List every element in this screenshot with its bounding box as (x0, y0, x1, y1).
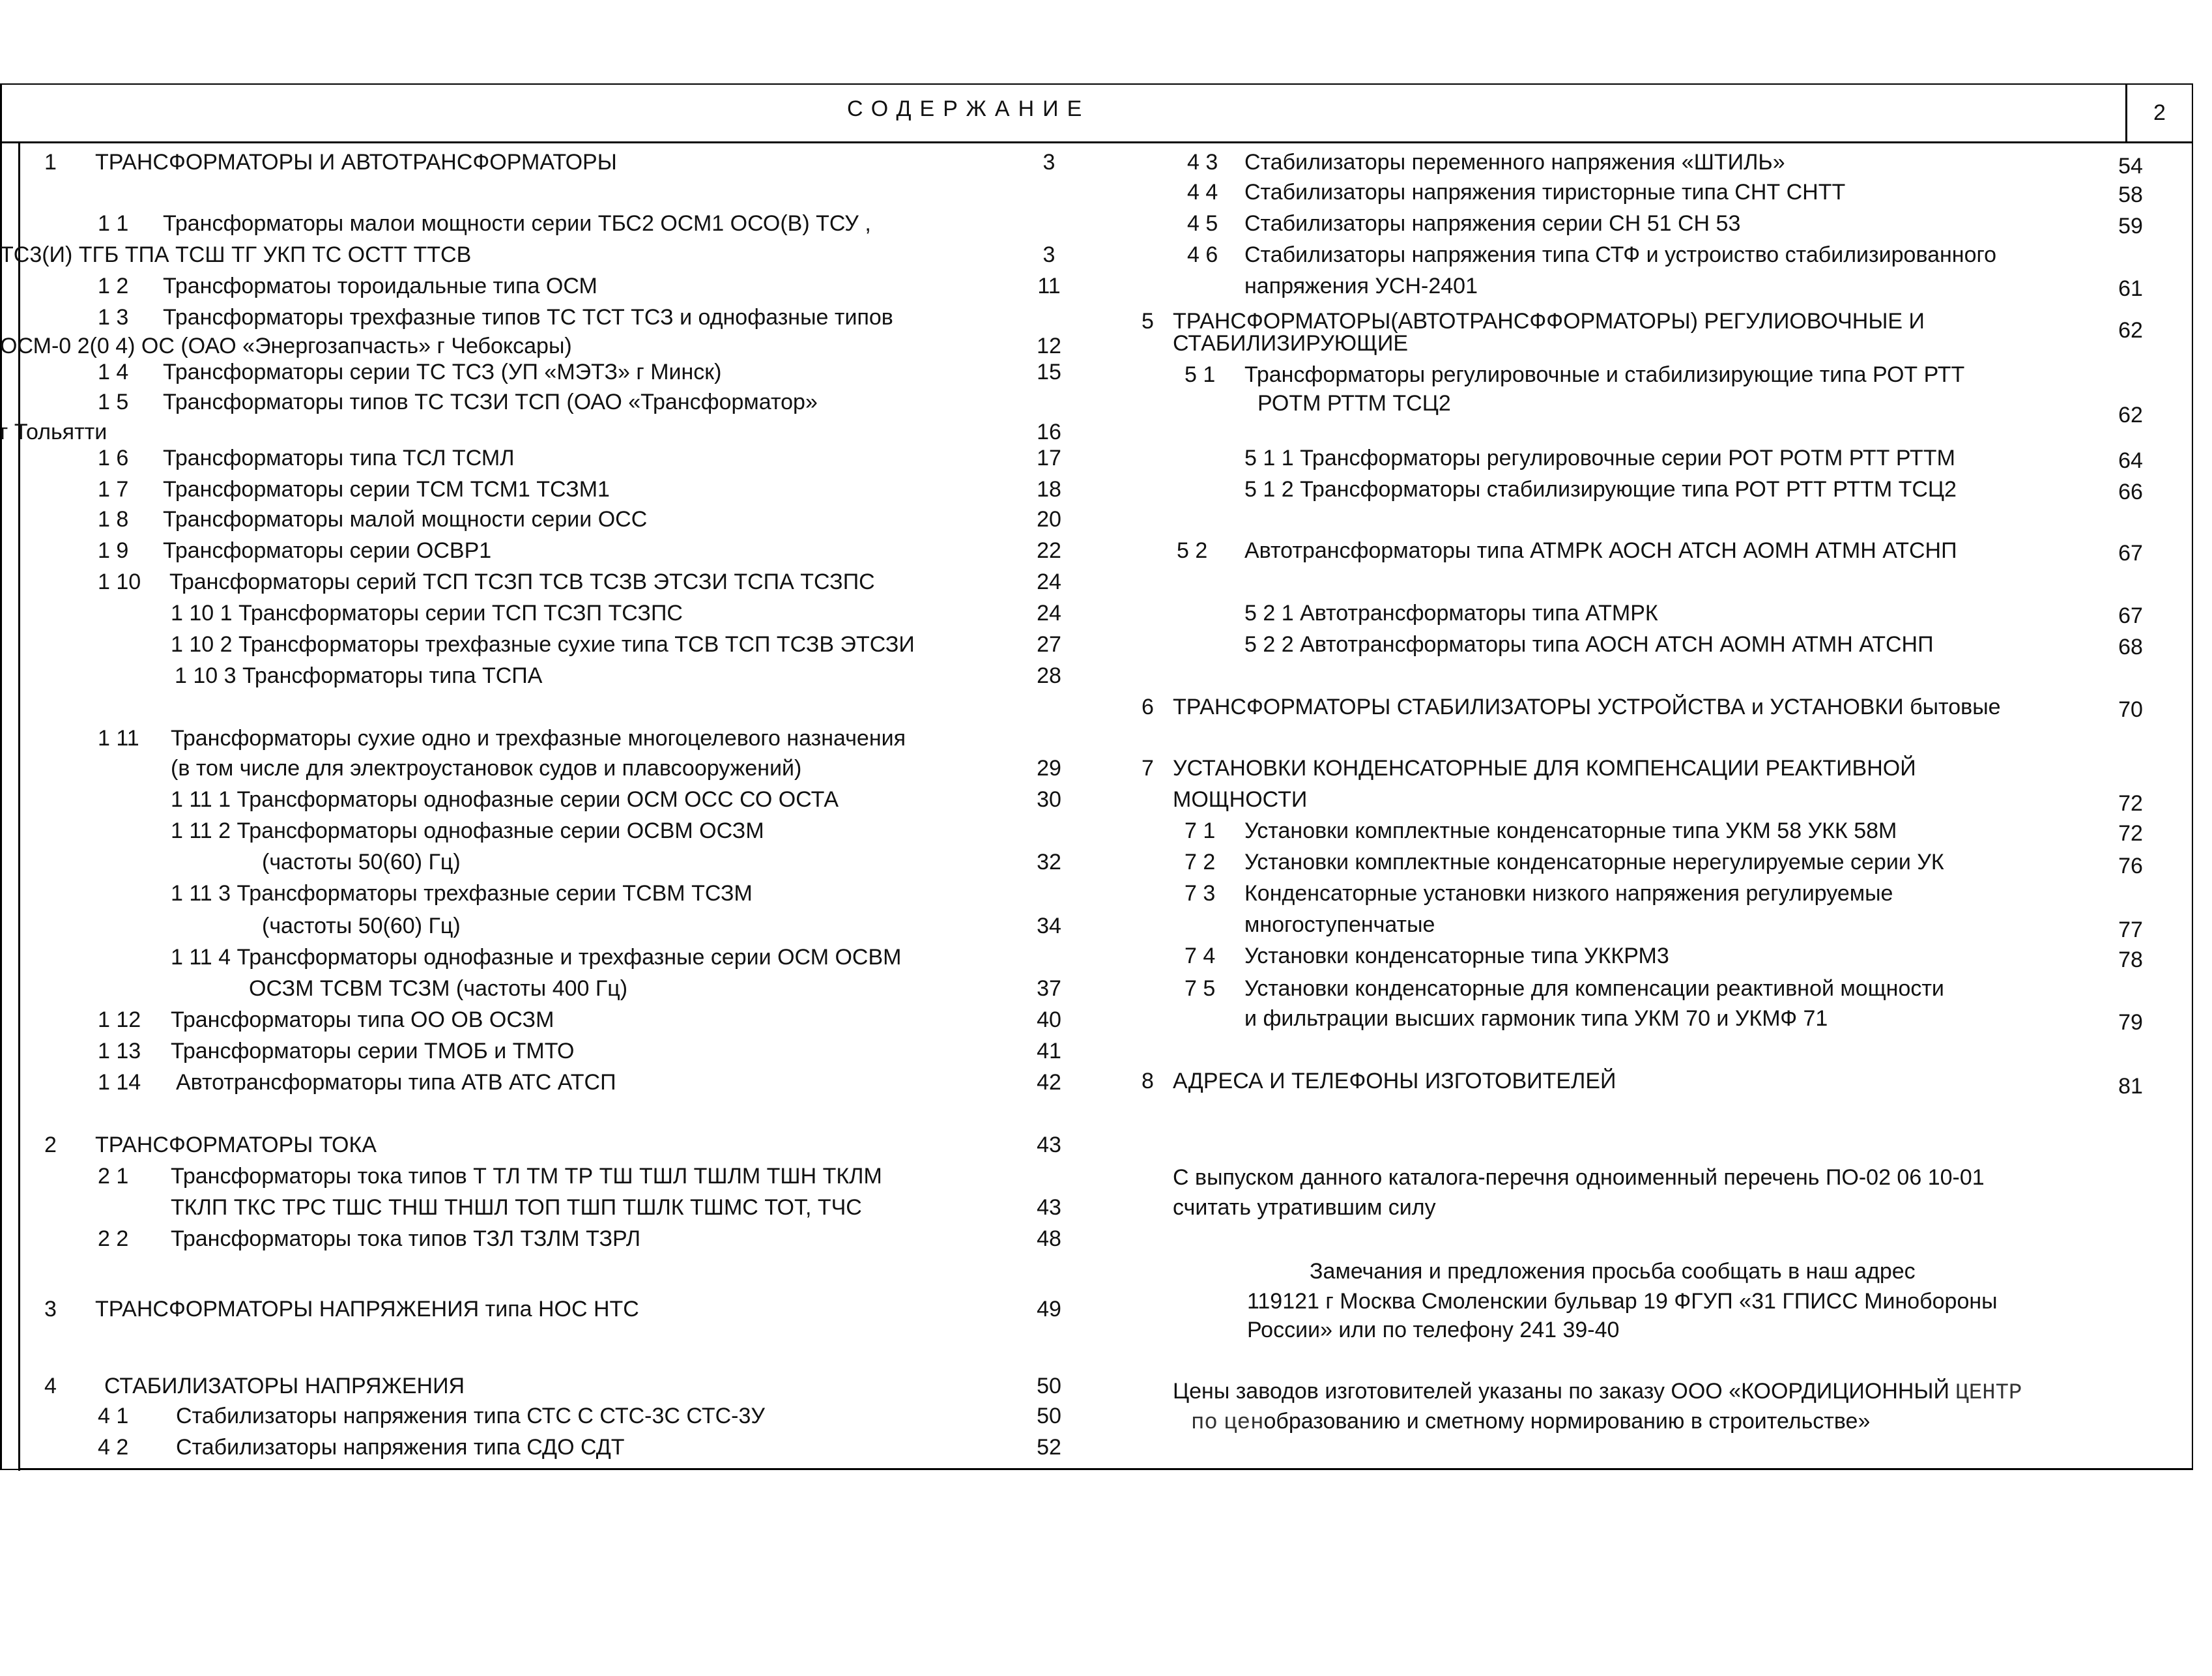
toc-page-number: 62 (2118, 403, 2143, 427)
page-title: СОДЕРЖАНИЕ (847, 96, 1091, 121)
toc-page-number: 48 (1037, 1226, 1061, 1251)
toc-entry-title: Стабилизаторы напряжения типа СТФ и устроиство стабилизированного (1244, 242, 1997, 267)
toc-entry-title: Трансформаторы серии ТС ТСЗ (УП «МЭТЗ» г Минск) (163, 360, 722, 384)
section-number: 1 9 (98, 538, 129, 563)
toc-page-number: 30 (1037, 787, 1061, 812)
toc-entry-title: Трансформаторы типа ТСЛ ТСМЛ (163, 446, 515, 470)
note-replace-line-1: С выпуском данного каталога-перечня одноименный перечень ПО-02 06 10-01 (1173, 1165, 1985, 1190)
toc-page-number: 50 (1037, 1374, 1061, 1398)
toc-page-number: 34 (1037, 914, 1061, 938)
toc-entry-title: напряжения УСН-2401 (1244, 274, 1478, 298)
toc-page-number: 66 (2118, 480, 2143, 504)
toc-entry-title: 1 11 1 Трансформаторы однофазные серии ОСМ ОСС СО ОСТА (171, 787, 839, 812)
toc-entry-title: Трансформаторы сухие одно и трехфазные многоцелевого назначения (171, 726, 906, 751)
toc-page-number: 54 (2118, 154, 2143, 179)
toc-entry-title: Установки конденсаторные для компенсации реактивной мощности (1244, 976, 1944, 1001)
toc-entry-title: многоступенчатые (1244, 912, 1435, 937)
toc-entry-title: Установки комплектные конденсаторные нерегулируемые серии УК (1244, 850, 1944, 874)
note-contact-line-1: Замечания и предложения просьба сообщать в наш адрес (1310, 1259, 1916, 1284)
note-prices-line-1: Цены заводов изготовителей указаны по заказу ООО «КООРДИЦИОННЫЙ ЦЕНТР (1173, 1379, 2022, 1406)
stamp-text: цен (1224, 1411, 1264, 1436)
toc-entry-title: 5 2 1 Автотрансформаторы типа АТМРК (1244, 601, 1658, 626)
section-number: 1 5 (98, 390, 129, 414)
section-number: 4 5 (1187, 211, 1218, 236)
section-number: 5 2 (1177, 538, 1208, 563)
toc-page-number: 61 (2118, 276, 2143, 301)
toc-page-number: 17 (1037, 446, 1061, 470)
bottom-rule (18, 1468, 2193, 1470)
toc-entry-title: Трансформаторы серии ТСМ ТСМ1 ТСЗМ1 (163, 477, 610, 502)
toc-entry-title: ТРАНСФОРМАТОРЫ НАПРЯЖЕНИЯ типа НОС НТС (95, 1297, 639, 1322)
note-replace-line-2: считать утратившим силу (1173, 1195, 1436, 1220)
section-number: 2 (44, 1133, 57, 1157)
toc-entry-title: Трансформаторы малой мощности серии ОСС (163, 507, 648, 532)
stamp-text: ЦЕНТР (1955, 1381, 2022, 1406)
toc-entry-title: Конденсаторные установки низкого напряжения регулируемые (1244, 881, 1893, 906)
toc-entry-title: Установки комплектные конденсаторные типа УКМ 58 УКК 58М (1244, 818, 1897, 843)
toc-entry-title: ТРАНСФОРМАТОРЫ И АВТОТРАНСФОРМАТОРЫ (95, 150, 617, 175)
toc-page-number: 78 (2118, 947, 2143, 972)
section-number: 4 (44, 1374, 57, 1398)
toc-page-number: 40 (1037, 1007, 1061, 1032)
section-number: 2 2 (98, 1226, 129, 1251)
toc-entry-title: (частоты 50(60) Гц) (262, 850, 461, 874)
toc-page-number: 67 (2118, 541, 2143, 566)
note-contact-line-2: 119121 г Москва Смоленскии бульвар 19 ФГУП «31 ГПИСС Минобороны (1247, 1289, 1998, 1314)
section-number: 4 4 (1187, 180, 1218, 205)
section-number: 1 (44, 150, 57, 175)
toc-entry-title: УСТАНОВКИ КОНДЕНСАТОРНЫЕ ДЛЯ КОМПЕНСАЦИИ РЕАКТИВНОЙ (1173, 756, 1916, 781)
section-number: 1 11 (98, 726, 139, 751)
toc-page-number: 43 (1037, 1195, 1061, 1220)
toc-page-number: 24 (1037, 570, 1061, 594)
toc-entry-title: (частоты 50(60) Гц) (262, 914, 461, 938)
toc-entry-title: ОСЗМ ТСВМ ТСЗМ (частоты 400 Гц) (249, 976, 628, 1001)
toc-entry-title: Трансформаторы тока типов ТЗЛ ТЗЛМ ТЗРЛ (171, 1226, 641, 1251)
toc-entry-title: Трансформатоы тороидальные типа ОСМ (163, 274, 597, 298)
toc-entry-title: 5 1 2 Трансформаторы стабилизирующие типа РОТ РТТ РТТМ ТСЦ2 (1244, 477, 1957, 502)
toc-page-number: 77 (2118, 917, 2143, 942)
toc-entry-title: (в том числе для электроустановок судов и плавсооружений) (171, 756, 802, 781)
section-number: 5 (1142, 309, 1154, 334)
section-number: 1 10 (98, 570, 141, 594)
toc-entry-title: ТС3(И) ТГБ ТПА ТСШ ТГ УКП ТС ОСТТ ТТСВ (0, 242, 472, 267)
toc-entry-title: МОЩНОСТИ (1173, 787, 1308, 812)
toc-page-number: 32 (1037, 850, 1061, 874)
toc-page-number: 72 (2118, 791, 2143, 816)
section-number: 1 7 (98, 477, 129, 502)
section-number: 1 4 (98, 360, 129, 384)
toc-entry-title: Трансформаторы типов ТС ТСЗИ ТСП (ОАО «Трансформатор» (163, 390, 818, 414)
toc-entry-title: СТАБИЛИЗАТОРЫ НАПРЯЖЕНИЯ (104, 1374, 465, 1398)
toc-entry-title: Стабилизаторы напряжения серии СН 51 СН 53 (1244, 211, 1741, 236)
toc-page-number: 22 (1037, 538, 1061, 563)
section-number: 1 3 (98, 305, 129, 330)
toc-entry-title: 1 10 1 Трансформаторы серии ТСП ТСЗП ТСЗПС (171, 601, 683, 626)
toc-page-number: 41 (1037, 1039, 1061, 1063)
section-number: 1 12 (98, 1007, 141, 1032)
section-number: 7 1 (1185, 818, 1216, 843)
toc-entry-title: Трансформаторы тока типов Т ТЛ ТМ ТР ТШ ТШЛ ТШЛМ ТШН ТКЛМ (171, 1164, 882, 1189)
toc-entry-title: Стабилизаторы напряжения типа СТС С СТС-3С СТС-3У (176, 1404, 765, 1428)
toc-entry-title: 5 2 2 Автотрансформаторы типа АОСН АТСН АОМН АТМН АТСНП (1244, 632, 1934, 657)
header-rule (0, 141, 2193, 143)
toc-page-number: 58 (2118, 182, 2143, 207)
toc-entry-title: ОСМ-0 2(0 4) ОС (ОАО «Энергозапчасть» г Чебоксары) (0, 334, 572, 358)
toc-entry-title: Трансформаторы малои мощности серии ТБС2 ОСМ1 ОСО(В) ТСУ , (163, 211, 871, 236)
toc-page-number: 76 (2118, 854, 2143, 878)
toc-page-number: 72 (2118, 821, 2143, 846)
toc-page-number: 79 (2118, 1010, 2143, 1035)
section-number: 4 6 (1187, 242, 1218, 267)
toc-entry-title: Стабилизаторы напряжения типа СДО СДТ (176, 1435, 625, 1460)
toc-entry-title: 1 10 2 Трансформаторы трехфазные сухие типа ТСВ ТСП ТСЗВ ЭТСЗИ (171, 632, 915, 657)
section-number: 8 (1142, 1069, 1154, 1093)
section-number: 1 1 (98, 211, 129, 236)
toc-page-number: 27 (1037, 632, 1061, 657)
toc-page-number: 62 (2118, 318, 2143, 343)
toc-entry-title: Стабилизаторы переменного напряжения «ШТИЛЬ» (1244, 150, 1785, 175)
page-number: 2 (2125, 85, 2192, 141)
toc-entry-title: 1 11 4 Трансформаторы однофазные и трехфазные серии ОСМ ОСВМ (171, 945, 902, 970)
toc-page-number: 3 (1042, 150, 1056, 175)
toc-page-number: 43 (1037, 1133, 1061, 1157)
toc-entry-title: 5 1 1 Трансформаторы регулировочные серии РОТ РОТМ РТТ РТТМ (1244, 446, 1955, 470)
toc-entry-title: Трансформаторы типа ОО ОВ ОСЗМ (171, 1007, 554, 1032)
toc-entry-title: 1 11 2 Трансформаторы однофазные серии ОСВМ ОСЗМ (171, 818, 764, 843)
section-number: 2 1 (98, 1164, 129, 1189)
toc-entry-title: ТРАНСФОРМАТОРЫ СТАБИЛИЗАТОРЫ УСТРОЙСТВА и УСТАНОВКИ бытовые (1173, 695, 2001, 719)
toc-page-number: 81 (2118, 1074, 2143, 1099)
toc-entry-title: Автотрансформаторы типа АТМРК АОСН АТСН АОМН АТМН АТСНП (1244, 538, 1957, 563)
section-number: 7 4 (1185, 944, 1216, 968)
toc-entry-title: ТРАНСФОРМАТОРЫ(АВТОТРАНСФФОРМАТОРЫ) РЕГУЛИОВОЧНЫЕ И (1173, 309, 1925, 334)
section-number: 1 6 (98, 446, 129, 470)
toc-entry-title: 1 10 3 Трансформаторы типа ТСПА (175, 663, 543, 688)
note-prices-line-2: по ценобразованию и сметному нормированию в строительстве» (1191, 1409, 1871, 1436)
section-number: 6 (1142, 695, 1154, 719)
toc-page-number: 52 (1037, 1435, 1061, 1460)
note-contact-line-3: России» или по телефону 241 39-40 (1247, 1318, 1620, 1342)
section-number: 4 2 (98, 1435, 129, 1460)
section-number: 7 (1142, 756, 1154, 781)
toc-page-number: 3 (1042, 242, 1056, 267)
section-number: 1 2 (98, 274, 129, 298)
toc-entry-title: Автотрансформаторы типа АТВ АТС АТСП (176, 1070, 616, 1095)
section-number: 5 1 (1185, 362, 1216, 387)
toc-entry-title: АДРЕСА И ТЕЛЕФОНЫ ИЗГОТОВИТЕЛЕЙ (1173, 1069, 1616, 1093)
toc-page-number: 67 (2118, 603, 2143, 628)
toc-page-number: 11 (1037, 274, 1061, 298)
toc-entry-title: РОТМ РТТМ ТСЦ2 (1257, 391, 1451, 416)
toc-page-number: 24 (1037, 601, 1061, 626)
toc-entry-title: СТАБИЛИЗИРУЮЩИЕ (1173, 331, 1409, 356)
toc-page-number: 12 (1037, 334, 1061, 358)
toc-entry-title: Трансформаторы серий ТСП ТСЗП ТСВ ТСЗВ ЭТСЗИ ТСПА ТСЗПС (169, 570, 875, 594)
section-number: 4 3 (1187, 150, 1218, 175)
section-number: 4 1 (98, 1404, 129, 1428)
toc-page-number: 37 (1037, 976, 1061, 1001)
toc-page-number: 29 (1037, 756, 1061, 781)
section-number: 7 5 (1185, 976, 1216, 1001)
toc-entry-title: Трансформаторы серии ТМОБ и ТМТО (171, 1039, 575, 1063)
toc-page-number: 59 (2118, 214, 2143, 238)
section-number: 1 8 (98, 507, 129, 532)
toc-page-number: 20 (1037, 507, 1061, 532)
toc-entry-title: ТКЛП ТКС ТРС ТШС ТНШ ТНШЛ ТОП ТШП ТШЛК ТШМС ТОТ, ТЧС (171, 1195, 862, 1220)
toc-entry-title: Трансформаторы трехфазные типов ТС ТСТ ТСЗ и однофазные типов (163, 305, 893, 330)
toc-page-number: 49 (1037, 1297, 1061, 1322)
toc-page-number: 50 (1037, 1404, 1061, 1428)
toc-entry-title: г Тольятти (0, 420, 108, 444)
toc-entry-title: Установки конденсаторные типа УККРМ3 (1244, 944, 1669, 968)
toc-entry-title: 1 11 3 Трансформаторы трехфазные серии ТСВМ ТСЗМ (171, 881, 753, 906)
toc-page-number: 42 (1037, 1070, 1061, 1095)
toc-page-number: 15 (1037, 360, 1061, 384)
section-number: 3 (44, 1297, 57, 1322)
toc-page-number: 70 (2118, 697, 2143, 722)
toc-entry-title: ТРАНСФОРМАТОРЫ ТОКА (95, 1133, 377, 1157)
toc-entry-title: Трансформаторы регулировочные и стабилизирующие типа РОТ РТТ (1244, 362, 1965, 387)
section-number: 7 3 (1185, 881, 1216, 906)
toc-entry-title: Трансформаторы серии ОСВР1 (163, 538, 492, 563)
toc-page-number: 68 (2118, 635, 2143, 659)
toc-entry-title: Стабилизаторы напряжения тиристорные типа СНТ СНТТ (1244, 180, 1846, 205)
toc-page-number: 18 (1037, 477, 1061, 502)
section-number: 1 13 (98, 1039, 141, 1063)
section-number: 7 2 (1185, 850, 1216, 874)
section-number: 1 14 (98, 1070, 141, 1095)
toc-page-number: 64 (2118, 448, 2143, 473)
toc-page-number: 28 (1037, 663, 1061, 688)
toc-page-number: 16 (1037, 420, 1061, 444)
toc-entry-title: и фильтрации высших гармоник типа УКМ 70 и УКМФ 71 (1244, 1006, 1828, 1031)
